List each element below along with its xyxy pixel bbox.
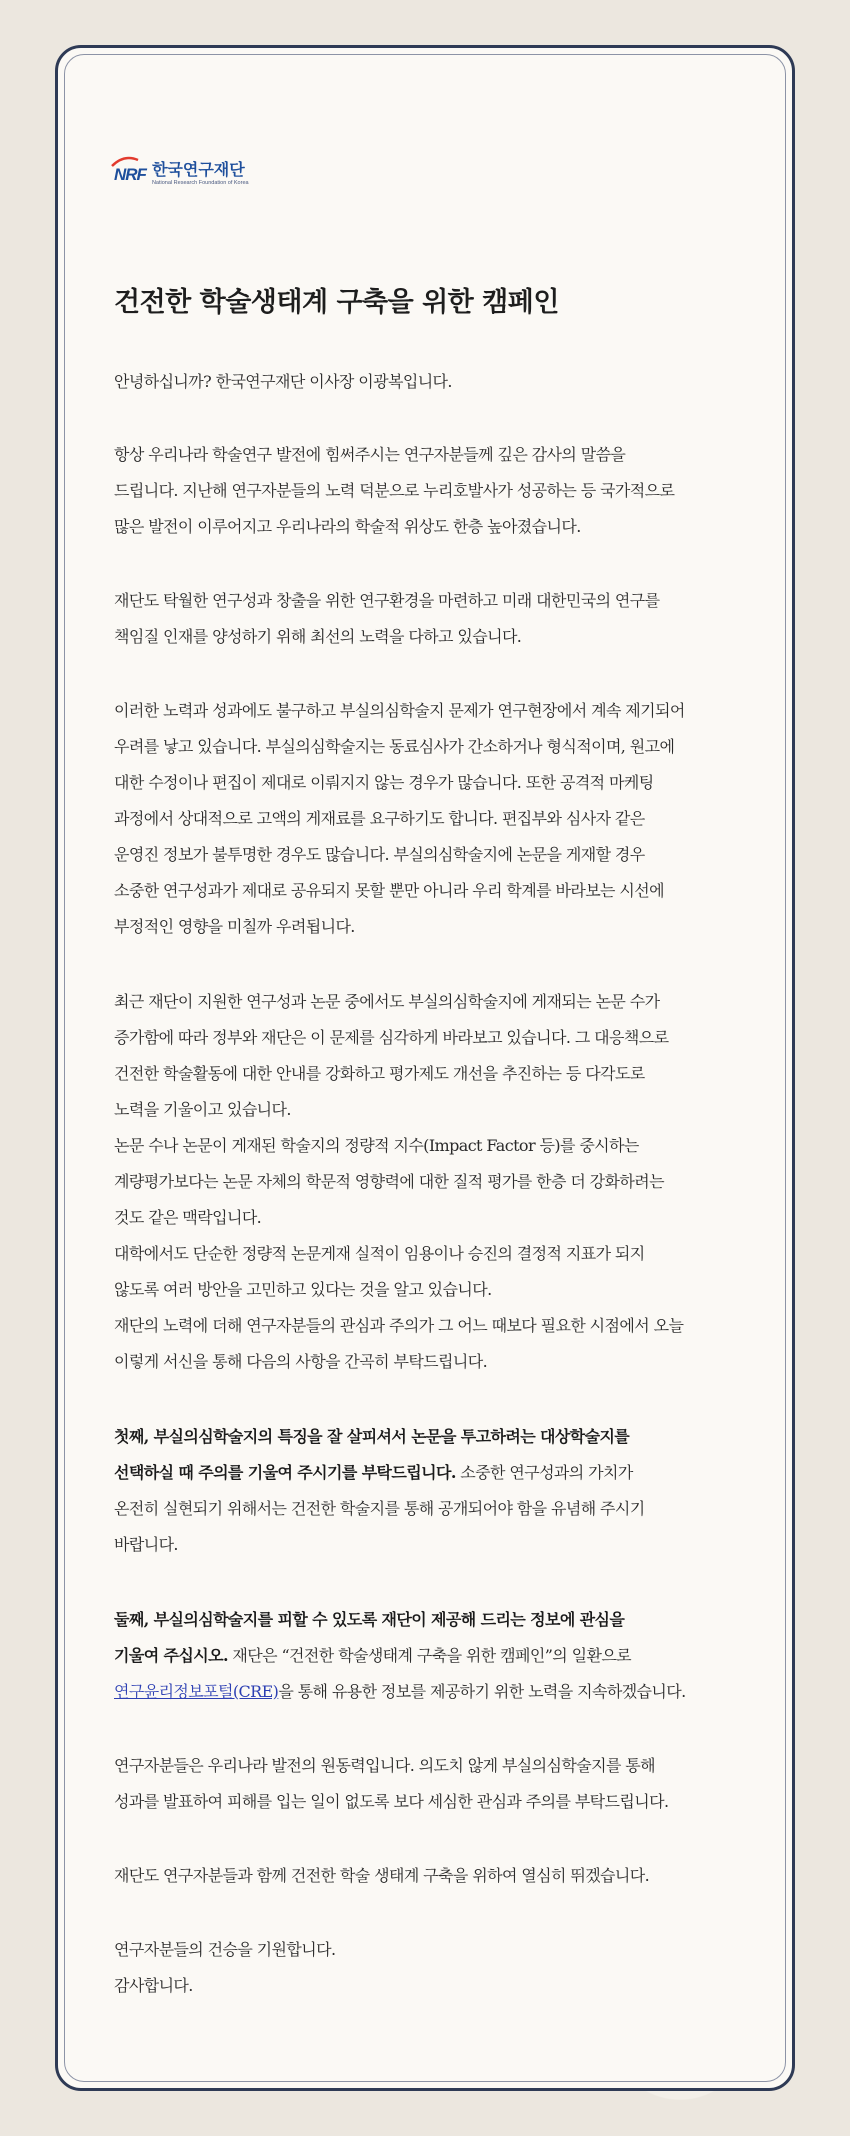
paragraph-second-request: 둘째, 부실의심학술지를 피할 수 있도록 재단이 제공해 드리는 정보에 관심을 기울여 주십시오. 재단은 “건전한 학술생태계 구축을 위한 캠페인”의 일환으로 연구윤리정보포털(CRE)을 통해 유용한 정보를 제공하기 위한 노력을 지속하겠습니다. [114,1610,686,1701]
greeting: 안녕하십니까? 한국연구재단 이사장 이광복입니다. [114,372,452,391]
paragraph-3: 이러한 노력과 성과에도 불구하고 부실의심학술지 문제가 연구현장에서 계속 제기되어 우려를 낳고 있습니다. 부실의심학술지는 동료심사가 간소하거나 형식적이며, 원고에 대한 수정이나 편집이 제대로 이뤄지지 않는 경우가 많습니다. 또한 공격적 마케팅 과정에서 상대적으로 고액의 게재료를 요구하기도 합니다. 편집부와 심사자 같은 운영진 정보가 불투명한 경우도 많습니다. 부실의심학술지에 논문을 게재할 경우 소중한 연구성과가 제대로 공유되지 못할 뿐만 아니라 우리 학계를 바라보는 시선에 부정적인 영향을 미칠까 우려됩니다. [114,701,685,936]
paragraph-1: 항상 우리나라 학술연구 발전에 힘써주시는 연구자분들께 깊은 감사의 말씀을 드립니다. 지난해 연구자분들의 노력 덕분으로 누리호발사가 성공하는 등 국가적으로 많은 발전이 이루어지고 우리나라의 학술적 위상도 한층 높아졌습니다. [114,445,675,536]
letter-card [55,45,795,2091]
logo-name: 한국연구재단 [151,162,245,179]
closing: 연구자분들의 건승을 기원합니다. 감사합니다. [114,1940,336,1995]
logo-subtitle: National Research Foundation of Korea [151,180,249,186]
letter-body [114,364,754,2004]
logo-mark [114,165,146,185]
paragraph-4: 최근 재단이 지원한 연구성과 논문 중에서도 부실의심학술지에 게재되는 논문 수가 증가함에 따라 정부와 재단은 이 문제를 심각하게 바라보고 있습니다. 그 대응책으로 건전한 학술활동에 대한 안내를 강화하고 평가제도 개선을 추진하는 등 다각도로 노력을 기울이고 있습니다. 논문 수나 논문이 게재된 학술지의 정량적 지수(Impact Factor 등)를 중시하는 계량평가보다는 논문 자체의 학문적 영향력에 대한 질적 평가를 한층 더 강화하려는 것도 같은 맥락입니다. 대학에서도 단순한 정량적 논문게재 실적이 임용이나 승진의 결정적 지표가 되지 않도록 여러 방안을 고민하고 있다는 것을 알고 있습니다. 재단의 노력에 더해 연구자분들의 관심과 주의가 그 어느 때보다 필요한 시점에서 오늘 이렇게 서신을 통해 다음의 사항을 간곡히 부탁드립니다. [114,992,684,1371]
paragraph-2: 재단도 탁월한 연구성과 창출을 위한 연구환경을 마련하고 미래 대한민국의 연구를 책임질 인재를 양성하기 위해 최선의 노력을 다하고 있습니다. [114,591,660,646]
page-title: 건전한 학술생태계 구축을 위한 캠페인 [114,287,559,318]
paragraph-7: 연구자분들은 우리나라 발전의 원동력입니다. 의도치 않게 부실의심학술지를 통해 성과를 발표하여 피해를 입는 일이 없도록 보다 세심한 관심과 주의를 부탁드립니다. [114,1756,669,1811]
nrf-logo [114,163,249,187]
logo-swoosh-icon [110,156,140,168]
logo-text [152,163,249,187]
paragraph-first-request: 첫째, 부실의심학술지의 특징을 잘 살피셔서 논문을 투고하려는 대상학술지를 선택하실 때 주의를 기울여 주시기를 부탁드립니다. 소중한 연구성과의 가치가 온전히 실현되기 위해서는 건전한 학술지를 통해 공개되어야 함을 유념해 주시기 바랍니다. [114,1427,645,1554]
logo-mark-text: NRF [114,164,146,184]
cre-portal-link[interactable]: 연구윤리정보포털(CRE) [114,1682,279,1701]
paragraph-8: 재단도 연구자분들과 함께 건전한 학술 생태계 구축을 위하여 열심히 뛰겠습니다. [114,1866,650,1885]
